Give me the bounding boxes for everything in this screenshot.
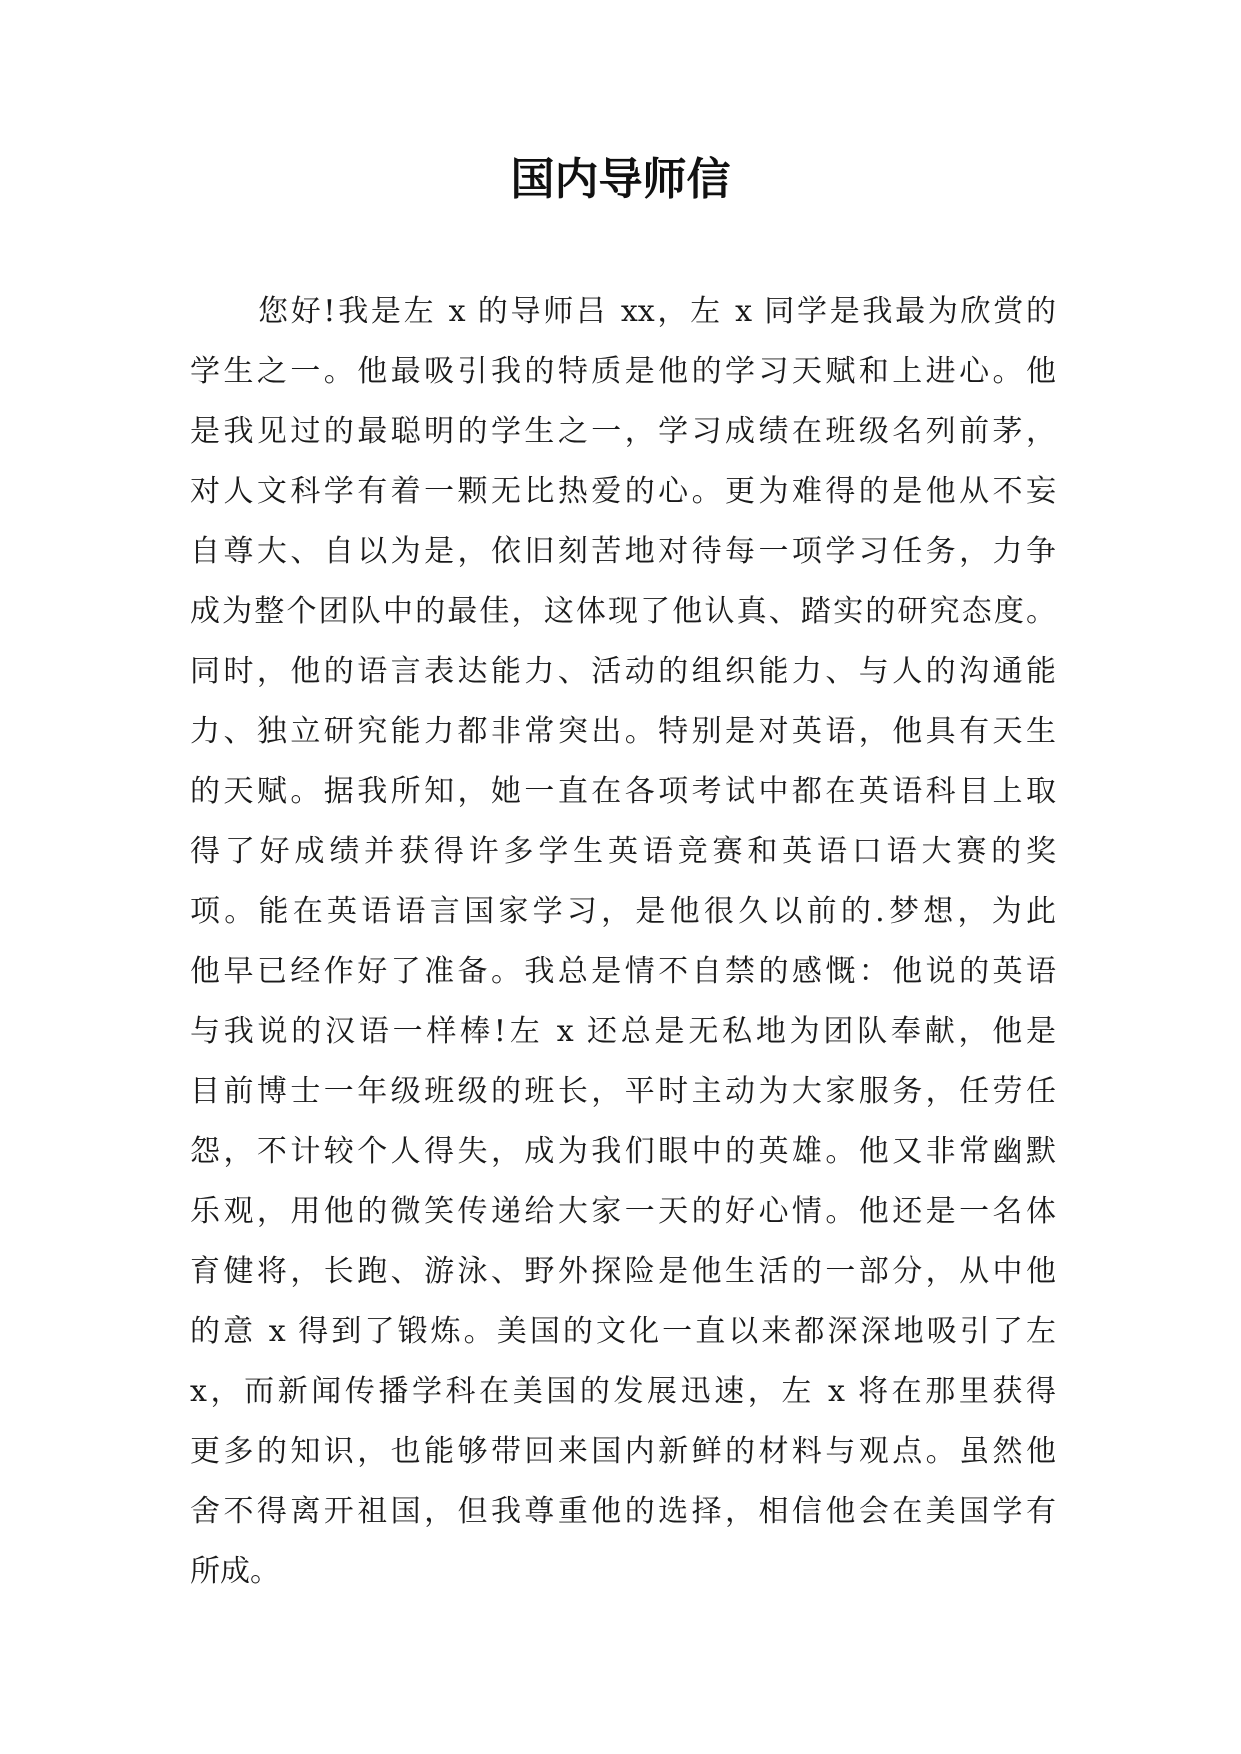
body-line: 的意 x 得到了锻炼。美国的文化一直以来都深深地吸引了左 [190, 1314, 1056, 1349]
letter-body [190, 282, 1056, 1602]
body-line: 更多的知识，也能够带回来国内新鲜的材料与观点。虽然他 [190, 1434, 1056, 1469]
body-line: 所成。 [190, 1554, 280, 1589]
document-title: 国内导师信 [510, 154, 731, 205]
body-line: 是我见过的最聪明的学生之一，学习成绩在班级名列前茅， [190, 414, 1056, 449]
body-line: 目前博士一年级班级的班长，平时主动为大家服务，任劳任 [190, 1074, 1056, 1109]
body-line: 乐观，用他的微笑传递给大家一天的好心情。他还是一名体 [190, 1194, 1056, 1229]
body-line: 怨，不计较个人得失，成为我们眼中的英雄。他又非常幽默 [190, 1134, 1056, 1169]
body-line: 舍不得离开祖国，但我尊重他的选择，相信他会在美国学有 [190, 1494, 1056, 1529]
body-line: 得了好成绩并获得许多学生英语竞赛和英语口语大赛的奖 [190, 834, 1056, 869]
body-line: 力、独立研究能力都非常突出。特别是对英语，他具有天生 [190, 714, 1056, 749]
body-line: 项。能在英语语言国家学习，是他很久以前的.梦想，为此 [190, 894, 1056, 929]
body-line: 他早已经作好了准备。我总是情不自禁的感慨：他说的英语 [190, 954, 1056, 989]
body-line: 与我说的汉语一样棒!左 x 还总是无私地为团队奉献，他是 [190, 1014, 1056, 1049]
body-line: 学生之一。他最吸引我的特质是他的学习天赋和上进心。他 [190, 354, 1056, 389]
body-line: 自尊大、自以为是，依旧刻苦地对待每一项学习任务，力争 [190, 534, 1056, 569]
body-line: 育健将，长跑、游泳、野外探险是他生活的一部分，从中他 [190, 1254, 1056, 1289]
body-line: 同时，他的语言表达能力、活动的组织能力、与人的沟通能 [190, 654, 1056, 689]
body-line: x，而新闻传播学科在美国的发展迅速，左 x 将在那里获得 [190, 1374, 1056, 1409]
body-line: 对人文科学有着一颗无比热爱的心。更为难得的是他从不妄 [190, 474, 1056, 509]
body-line: 成为整个团队中的最佳，这体现了他认真、踏实的研究态度。 [190, 594, 1056, 629]
body-line: 的天赋。据我所知，她一直在各项考试中都在英语科目上取 [190, 774, 1056, 809]
body-line: 您好!我是左 x 的导师吕 xx，左 x 同学是我最为欣赏的 [258, 294, 1056, 329]
